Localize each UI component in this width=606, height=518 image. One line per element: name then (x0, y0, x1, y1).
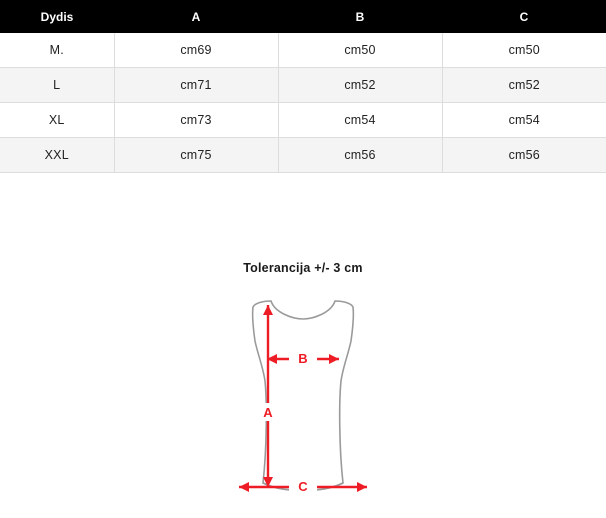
cell-b: cm54 (278, 103, 442, 138)
cell-size: XXL (0, 138, 114, 173)
cell-size: L (0, 68, 114, 103)
cell-size: M. (0, 33, 114, 68)
table-body (0, 33, 606, 173)
cell-a: cm73 (114, 103, 278, 138)
table-header (0, 0, 606, 33)
cell-c: cm50 (442, 33, 606, 68)
measurement-diagram-container (0, 297, 606, 512)
table-row (0, 103, 606, 138)
table-row (0, 33, 606, 68)
cell-c: cm56 (442, 138, 606, 173)
cell-b: cm52 (278, 68, 442, 103)
cell-size: XL (0, 103, 114, 138)
dimension-b-arrow (267, 350, 339, 368)
cell-c: cm52 (442, 68, 606, 103)
dimension-c-label: C (298, 479, 308, 494)
dimension-b-label: B (298, 351, 308, 366)
cell-a: cm69 (114, 33, 278, 68)
cell-c: cm54 (442, 103, 606, 138)
garment-measurement-diagram (193, 297, 413, 512)
cell-a: cm75 (114, 138, 278, 173)
column-header-b: B (278, 0, 442, 33)
table-header-row (0, 0, 606, 33)
dimension-a-arrow (256, 305, 280, 487)
cell-b: cm50 (278, 33, 442, 68)
table-row (0, 138, 606, 173)
dimension-c-arrow (239, 478, 367, 496)
tolerance-note: Tolerancija +/- 3 cm (243, 261, 363, 275)
table-row (0, 68, 606, 103)
cell-a: cm71 (114, 68, 278, 103)
dimension-a-label: A (263, 405, 273, 420)
column-header-a: A (114, 0, 278, 33)
size-chart-table (0, 0, 606, 173)
column-header-dydis: Dydis (0, 0, 114, 33)
column-header-c: C (442, 0, 606, 33)
cell-b: cm56 (278, 138, 442, 173)
